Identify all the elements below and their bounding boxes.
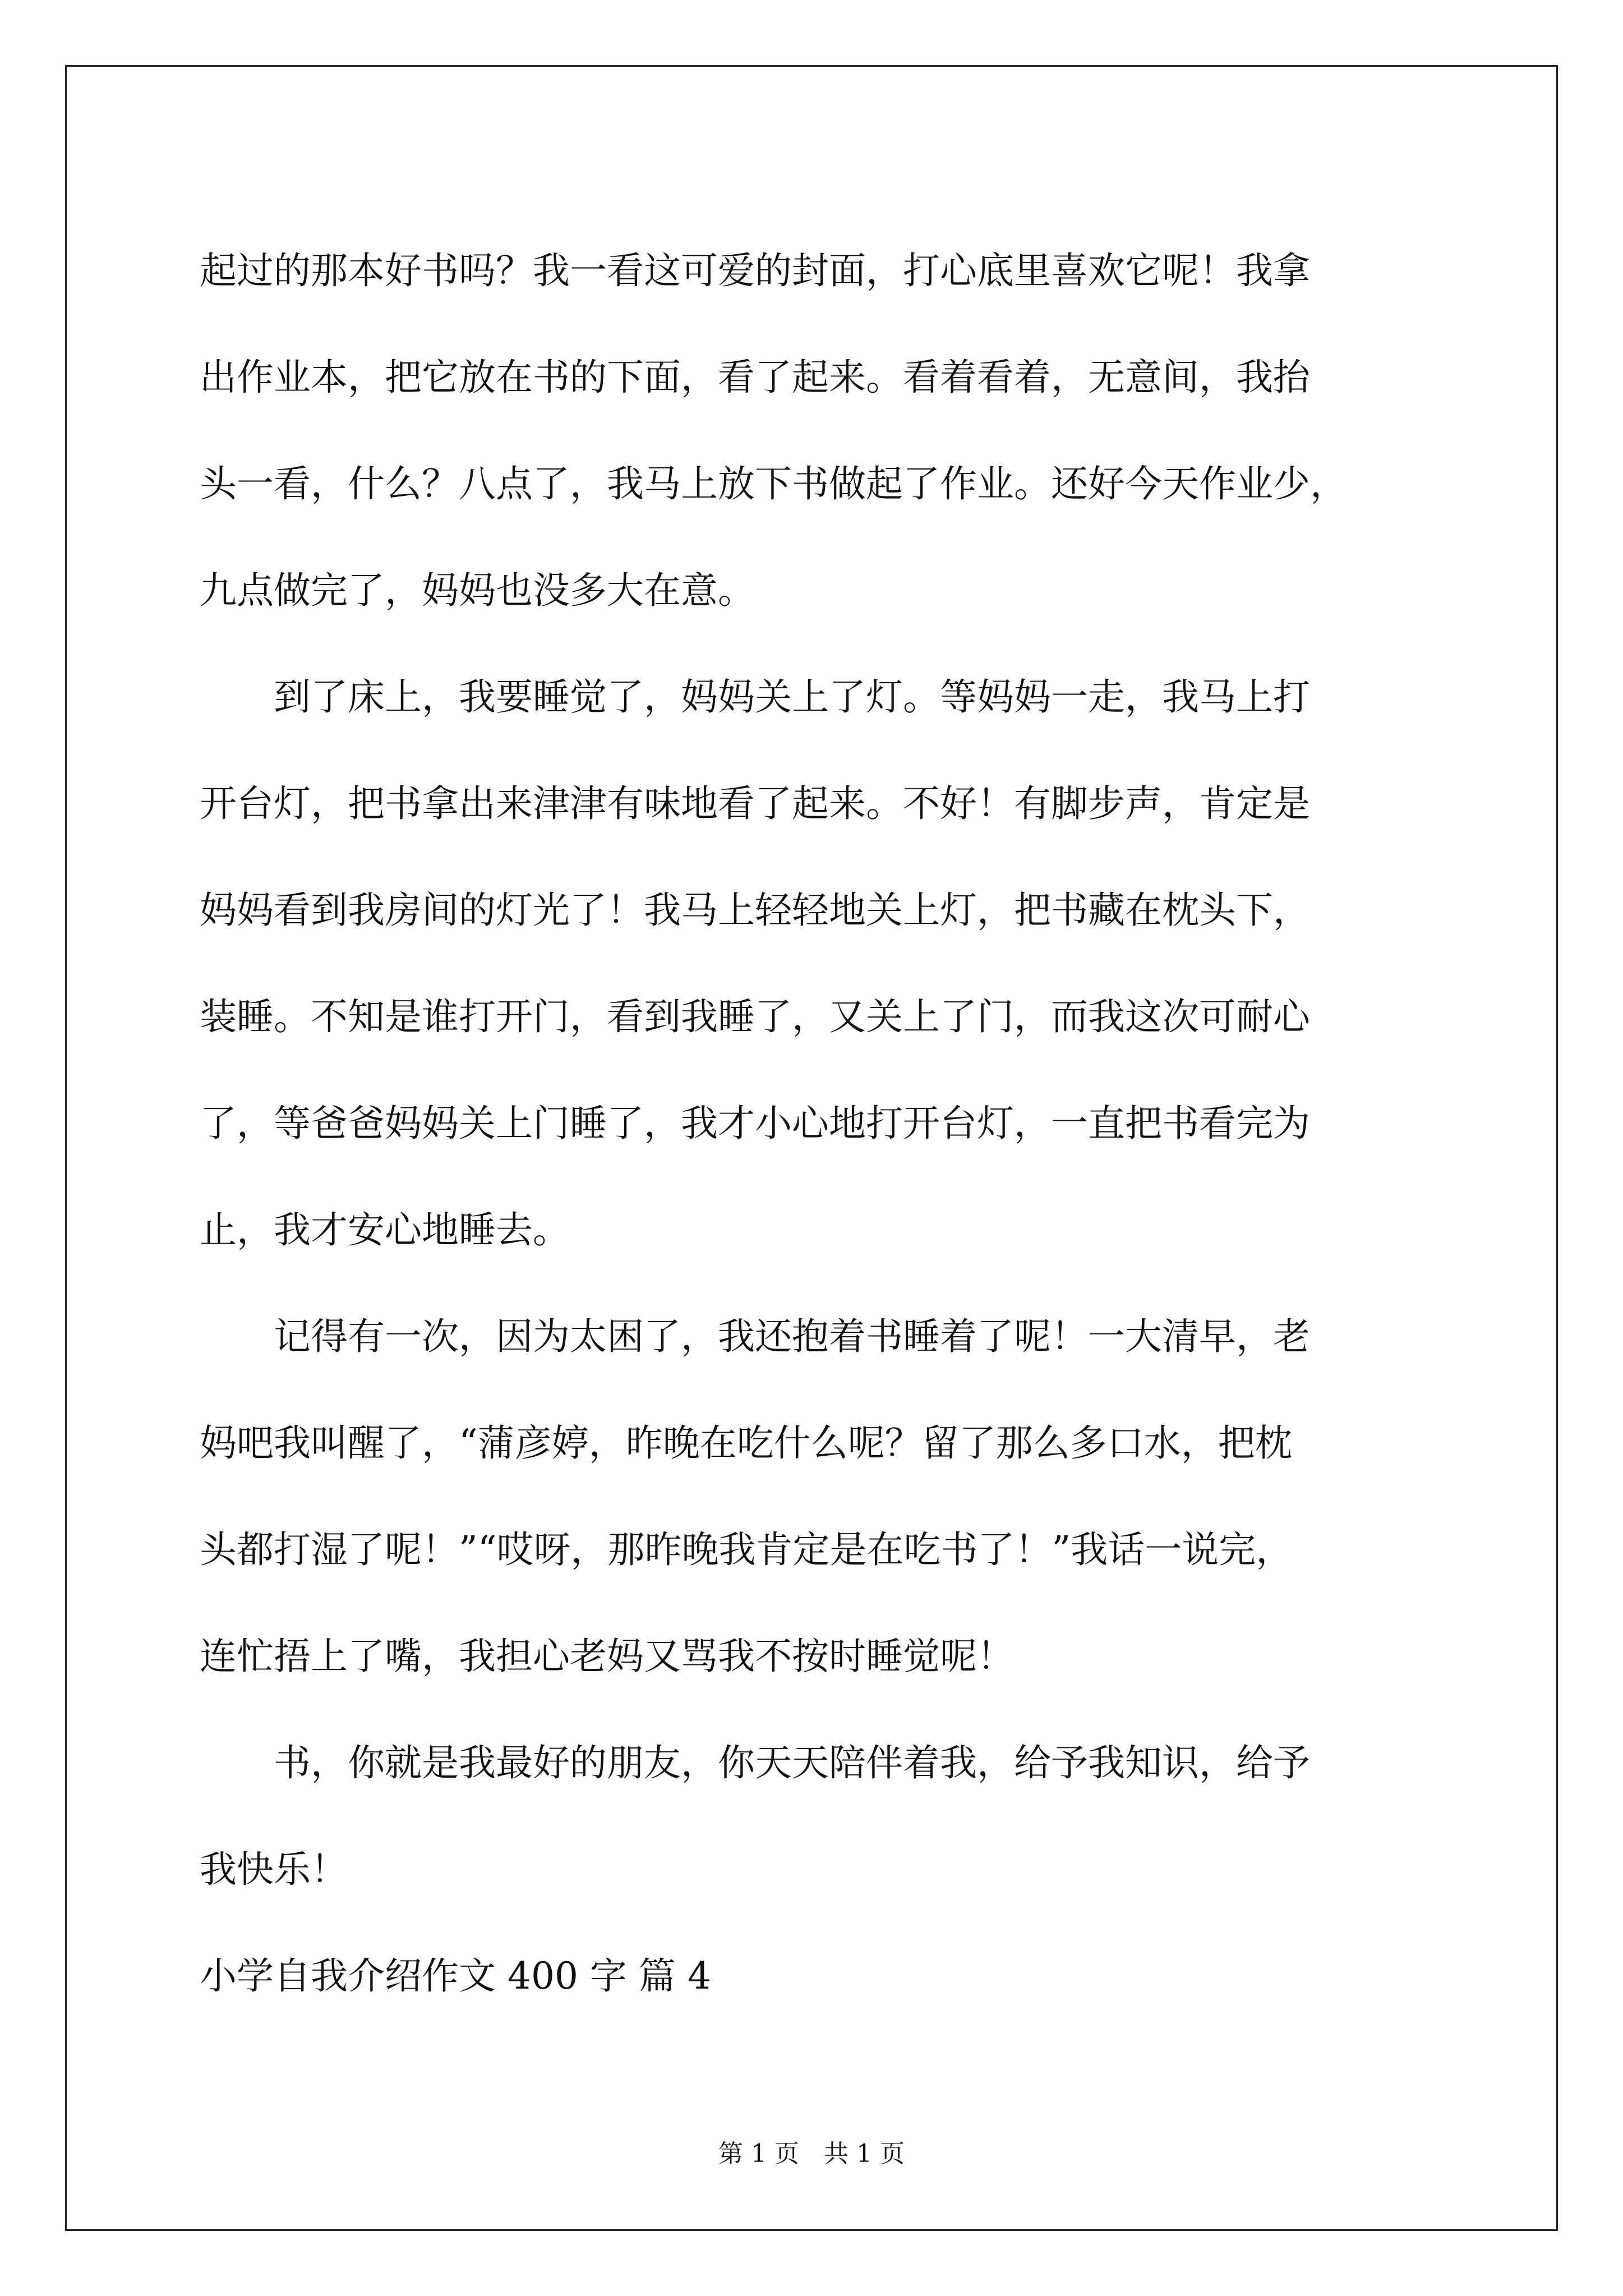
text-line: 出作业本，把它放在书的下面，看了起来。看着看着，无意间，我抬 xyxy=(200,356,1310,399)
section-heading: 小学自我介绍作文 400 字 篇 4 xyxy=(200,1954,711,1998)
document-body xyxy=(200,218,1467,2030)
text-line: 头都打湿了呢！”“哎呀，那昨晚我肯定是在吃书了！”我话一说完， xyxy=(200,1528,1293,1571)
text-line: 到了床上，我要睡觉了，妈妈关上了灯。等妈妈一走，我马上打 xyxy=(200,675,1310,719)
text-line: 止，我才安心地睡去。 xyxy=(200,1208,570,1251)
text-line: 开台灯，把书拿出来津津有味地看了起来。不好！有脚步声，肯定是 xyxy=(200,782,1310,825)
text-line: 九点做完了，妈妈也没多大在意。 xyxy=(200,569,755,612)
text-line: 连忙捂上了嘴，我担心老妈又骂我不按时睡觉呢！ xyxy=(200,1635,1014,1678)
text-line: 装睡。不知是谁打开门，看到我睡了，又关上了门，而我这次可耐心 xyxy=(200,995,1310,1038)
page-number: 第 1 页 共 1 页 xyxy=(718,2139,905,2168)
text-line: 头一看，什么？八点了，我马上放下书做起了作业。还好今天作业少， xyxy=(200,462,1347,505)
text-line: 起过的那本好书吗？我一看这可爱的封面，打心底里喜欢它呢！我拿 xyxy=(200,249,1310,292)
text-line: 记得有一次，因为太困了，我还抱着书睡着了呢！一大清早，老 xyxy=(200,1315,1310,1358)
text-line: 了，等爸爸妈妈关上门睡了，我才小心地打开台灯，一直把书看完为 xyxy=(200,1102,1310,1145)
text-line: 妈吧我叫醒了，“蒲彦婷，昨晚在吃什么呢？留了那么多口水，把枕 xyxy=(200,1421,1292,1465)
text-line: 我快乐！ xyxy=(200,1848,348,1891)
text-line: 书，你就是我最好的朋友，你天天陪伴着我，给予我知识，给予 xyxy=(200,1741,1310,1784)
text-line: 妈妈看到我房间的灯光了！我马上轻轻地关上灯，把书藏在枕头下， xyxy=(200,889,1310,932)
